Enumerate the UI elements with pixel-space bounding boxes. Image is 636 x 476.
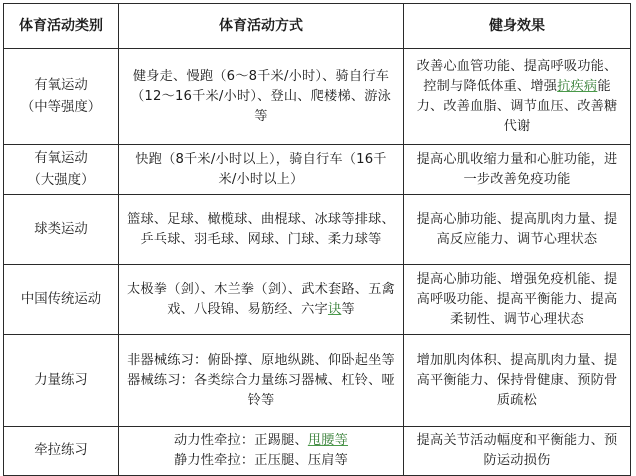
category-line: 力量练习 [34, 372, 88, 388]
method-line: 器械练习：各类综合力量练习器械、杠铃、哑铃等 [127, 372, 395, 408]
method-cell [119, 265, 404, 335]
fitness-activity-table [3, 3, 631, 476]
effect-cell: 提高心肺功能、提高肌肉力量、提高反应能力、调节心理状态 [404, 195, 631, 265]
effect-text: 能力、改善血脂、调节血压、改善糖代谢 [416, 78, 618, 134]
category-cell [4, 195, 119, 265]
category-cell [4, 335, 119, 427]
category-line: 中国传统运动 [20, 291, 102, 307]
effect-cell: 增加肌肉体积、提高肌肉力量、提高平衡能力、保持骨健康、预防骨质疏松 [404, 335, 631, 427]
method-line: 非器械练习：俯卧撑、原地纵跳、仰卧起坐等 [127, 352, 395, 368]
method-cell [119, 335, 404, 427]
category-line: 球类运动 [34, 221, 88, 237]
method-line: 静力性牵拉：正压腿、压肩等 [173, 453, 349, 468]
method-link[interactable]: 诀 [327, 301, 342, 317]
table-row [4, 145, 631, 195]
header-effect: 健身效果 [404, 4, 631, 49]
category-line: 牵拉练习 [34, 443, 88, 458]
category-cell [4, 427, 119, 476]
effect-cell [404, 49, 631, 145]
table-row [4, 335, 631, 427]
category-line: 有氧运动 [34, 77, 88, 93]
category-line: 有氧运动 [34, 150, 88, 166]
table-row [4, 49, 631, 145]
table-row [4, 265, 631, 335]
category-cell [4, 49, 119, 145]
method-cell: 快跑（8千米/小时以上），骑自行车（16千米/小时以上） [119, 145, 404, 195]
effect-cell: 提高关节活动幅度和平衡能力、预防运动损伤 [404, 427, 631, 476]
effect-cell: 提高心肌收缩力量和心脏功能，进一步改善免疫功能 [404, 145, 631, 195]
method-cell: 健身走、慢跑（6～8千米/小时）、骑自行车（12～16千米/小时）、登山、爬楼梯、游泳等 [119, 49, 404, 145]
method-link[interactable]: 甩腰等 [307, 433, 349, 448]
method-cell: 篮球、足球、橄榄球、曲棍球、冰球等排球、乒乓球、羽毛球、网球、门球、柔力球等 [119, 195, 404, 265]
method-cell [119, 427, 404, 476]
table-header-row [4, 4, 631, 49]
category-cell [4, 145, 119, 195]
effect-cell: 提高心肺功能、增强免疫机能、提高呼吸功能、提高平衡能力、提高柔韧性、调节心理状态 [404, 265, 631, 335]
effect-link[interactable]: 抗疾病 [557, 78, 598, 94]
effect-text: 改善心血管功能、提高呼吸功能、控制与降低体重、增强 [416, 58, 618, 94]
table-row [4, 427, 631, 476]
header-category: 体育活动类别 [4, 4, 119, 49]
method-text: 等 [341, 301, 355, 317]
header-method: 体育活动方式 [119, 4, 404, 49]
method-text: 太极拳（剑）、木兰拳（剑）、武术套路、五禽戏、八段锦、易筋经、六字 [127, 281, 395, 317]
method-text: 动力性牵拉：正踢腿、 [173, 433, 308, 448]
table-row [4, 195, 631, 265]
method-line [127, 431, 395, 451]
category-line: （中等强度） [20, 99, 102, 115]
category-cell [4, 265, 119, 335]
category-line: （大强度） [27, 172, 95, 188]
